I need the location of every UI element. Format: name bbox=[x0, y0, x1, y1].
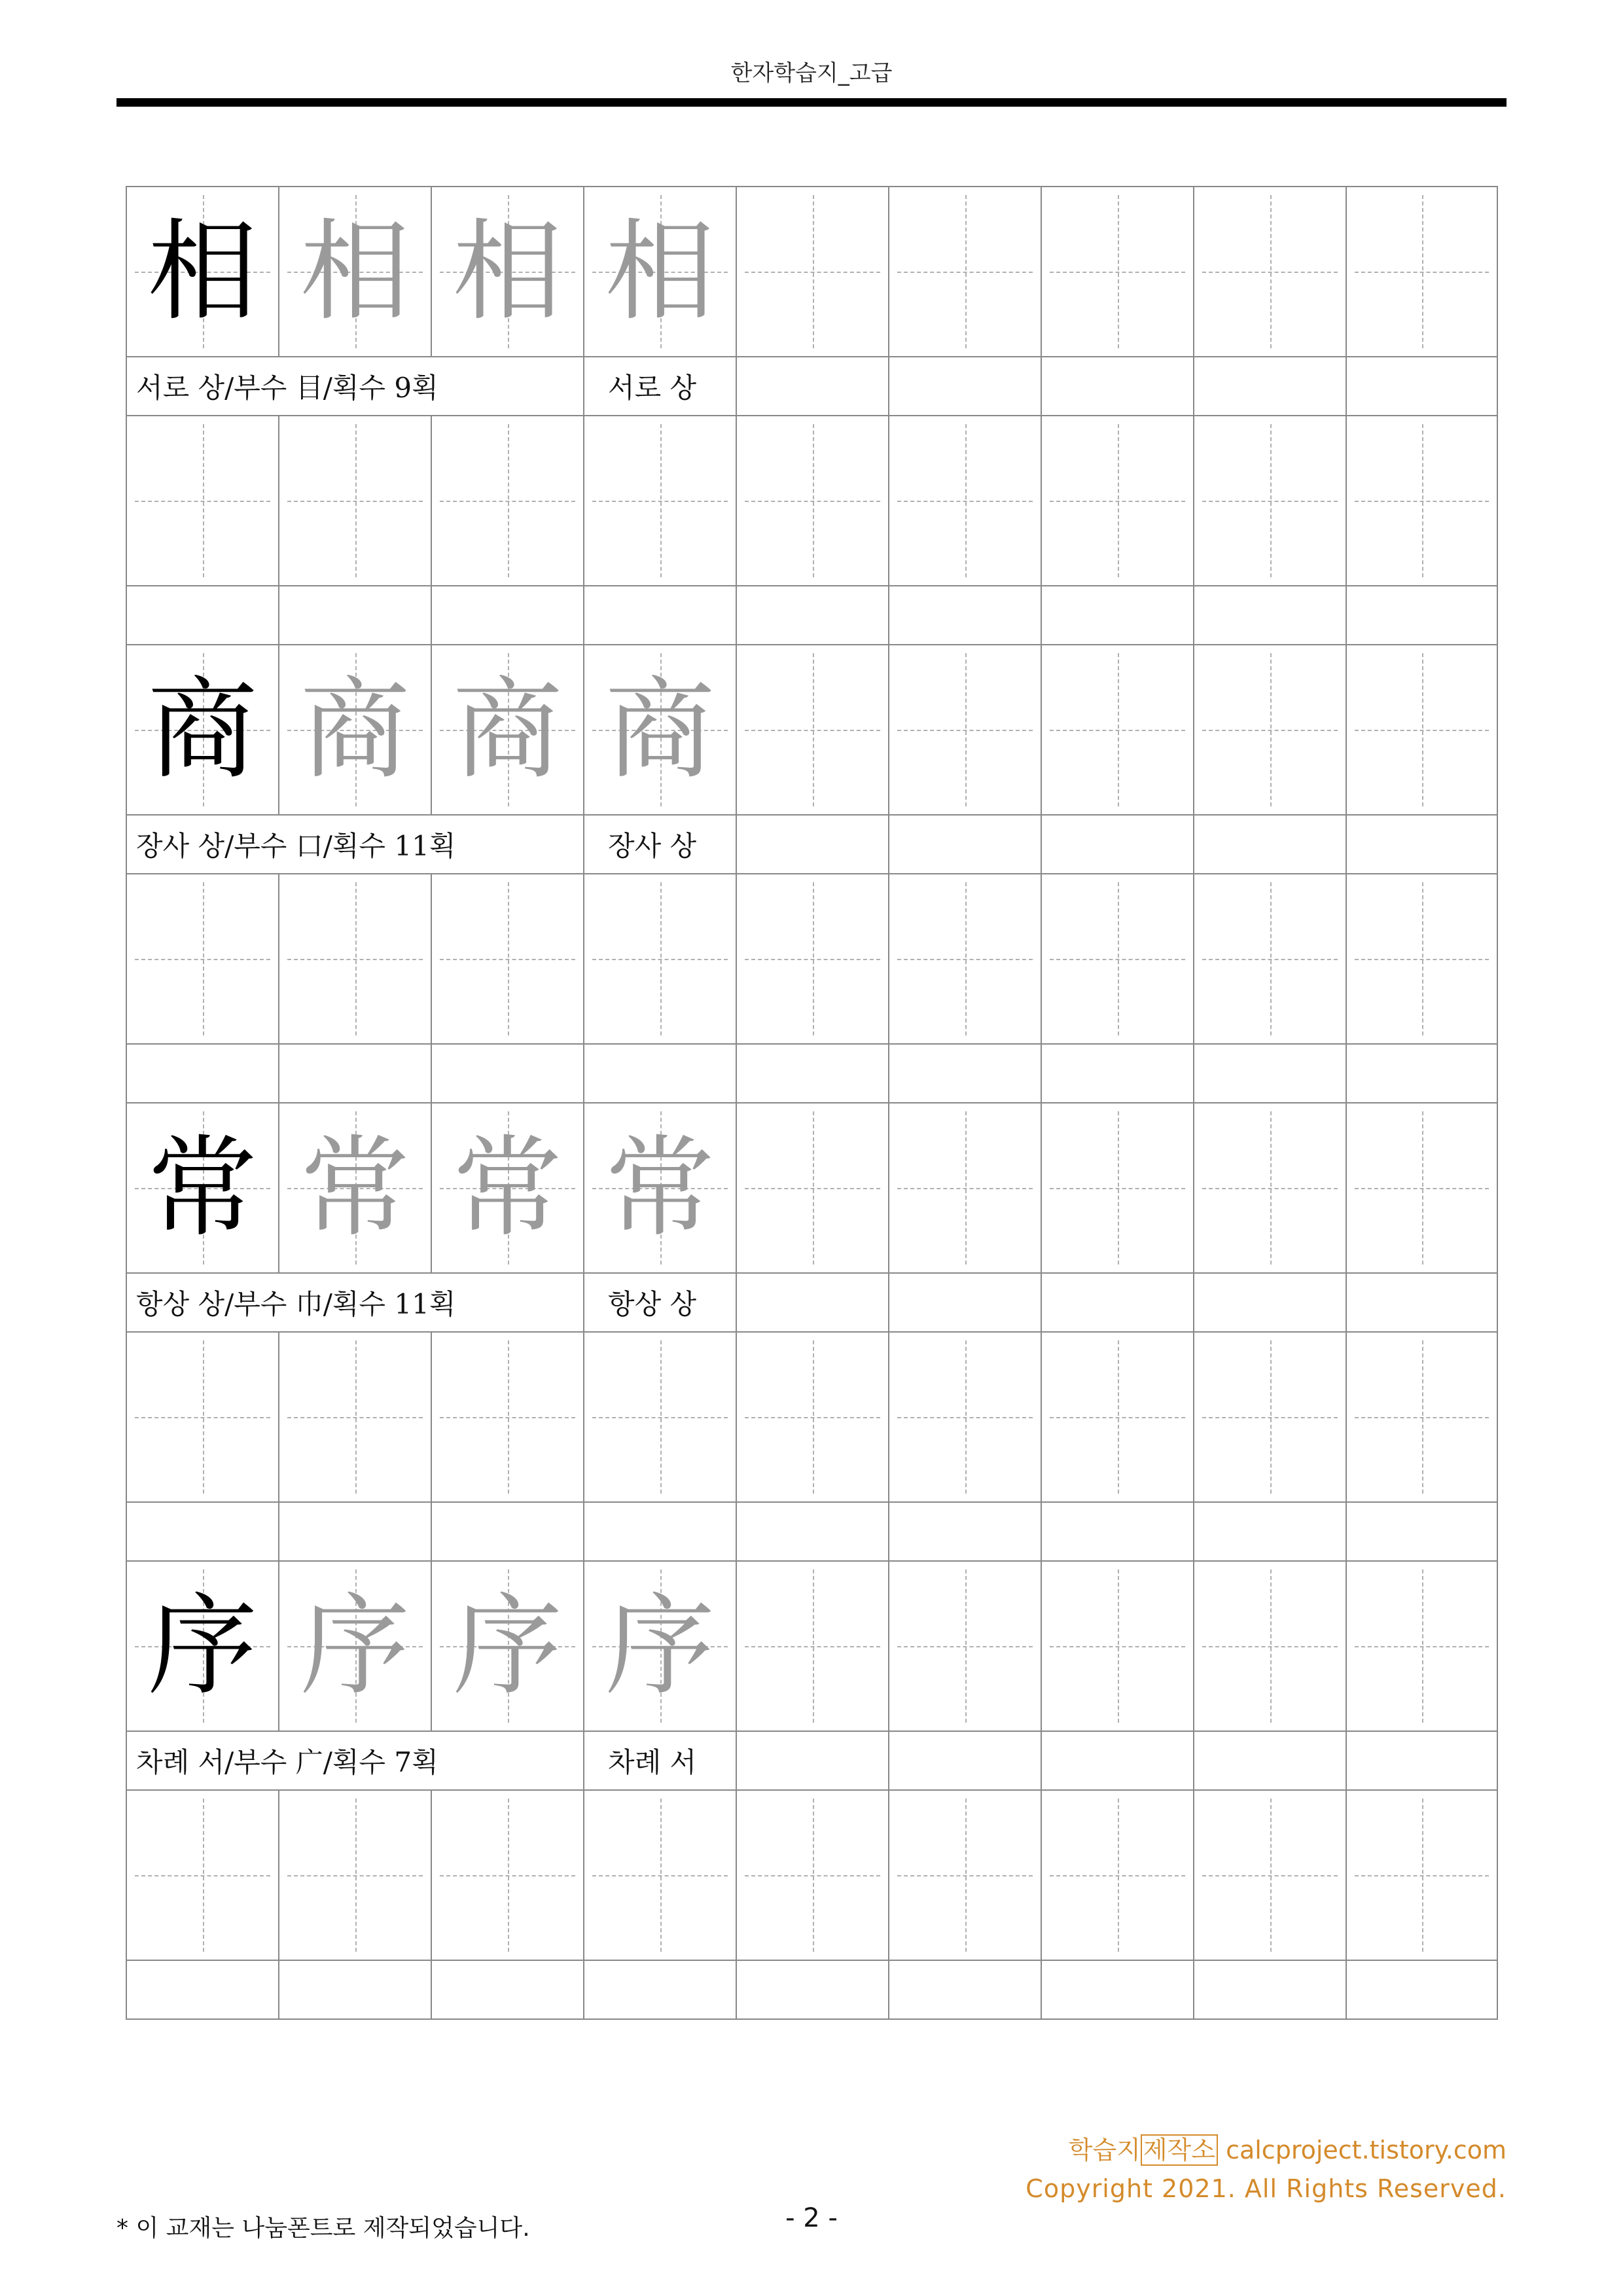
practice-cell bbox=[127, 1791, 279, 1961]
practice-cell bbox=[889, 1103, 1042, 1274]
blank-cell bbox=[432, 1045, 584, 1103]
hanja-info: 서로 상/부수 目/획수 9획 bbox=[136, 372, 438, 404]
practice-cell bbox=[889, 416, 1042, 586]
blank-cell bbox=[279, 586, 432, 645]
brand-name: 학습지 bbox=[1068, 2136, 1141, 2164]
blank-cell bbox=[889, 1732, 1042, 1791]
practice-cell bbox=[279, 1333, 432, 1503]
meaning-cell bbox=[584, 1732, 737, 1791]
trace-cell bbox=[584, 1103, 737, 1274]
practice-cell bbox=[1194, 645, 1347, 816]
model-hanja: 序 bbox=[147, 1582, 258, 1710]
blank-cell bbox=[1347, 1732, 1498, 1791]
blank-cell bbox=[1347, 586, 1498, 645]
blank-cell bbox=[737, 1503, 889, 1562]
hanja-meaning: 서로 상 bbox=[608, 372, 697, 404]
practice-cell bbox=[737, 1562, 889, 1732]
practice-cell bbox=[1194, 416, 1347, 586]
model-hanja: 商 bbox=[147, 666, 258, 794]
practice-cell bbox=[1042, 1562, 1194, 1732]
practice-cell bbox=[1042, 645, 1194, 816]
page-number: - 2 - bbox=[785, 2203, 838, 2233]
hanja-meaning: 장사 상 bbox=[608, 830, 697, 862]
blank-cell bbox=[889, 816, 1042, 874]
blank-cell bbox=[737, 357, 889, 416]
hanja-info: 장사 상/부수 口/획수 11획 bbox=[136, 830, 456, 862]
practice-row bbox=[127, 1103, 1498, 1274]
practice-cell bbox=[737, 187, 889, 357]
practice-cell bbox=[889, 645, 1042, 816]
copyright-text: Copyright 2021. All Rights Reserved. bbox=[1026, 2174, 1507, 2203]
practice-cell bbox=[1347, 1333, 1498, 1503]
practice-row-blank bbox=[127, 874, 1498, 1045]
practice-cell bbox=[1042, 1103, 1194, 1274]
practice-cell bbox=[1194, 874, 1347, 1045]
brand-line bbox=[1069, 2130, 1507, 2166]
practice-cell bbox=[737, 1103, 889, 1274]
trace-hanja: 相 bbox=[605, 207, 715, 336]
blank-row bbox=[127, 1961, 1498, 2020]
practice-cell bbox=[1042, 187, 1194, 357]
blank-cell bbox=[889, 586, 1042, 645]
info-cell bbox=[127, 816, 584, 874]
trace-hanja: 相 bbox=[452, 207, 563, 336]
trace-cell bbox=[584, 1562, 737, 1732]
practice-cell bbox=[432, 874, 584, 1045]
trace-hanja: 序 bbox=[605, 1582, 715, 1710]
model-cell bbox=[127, 1103, 279, 1274]
blank-cell bbox=[1194, 816, 1347, 874]
practice-grid bbox=[126, 186, 1498, 2020]
practice-row bbox=[127, 187, 1498, 357]
blank-cell bbox=[889, 357, 1042, 416]
practice-cell bbox=[1194, 187, 1347, 357]
trace-cell bbox=[432, 645, 584, 816]
trace-hanja: 商 bbox=[605, 666, 715, 794]
hanja-meaning: 항상 상 bbox=[608, 1288, 697, 1320]
practice-cell bbox=[889, 874, 1042, 1045]
blank-cell bbox=[1194, 357, 1347, 416]
practice-cell bbox=[432, 1333, 584, 1503]
practice-row-blank bbox=[127, 1333, 1498, 1503]
practice-cell bbox=[279, 416, 432, 586]
practice-cell bbox=[1347, 1562, 1498, 1732]
model-cell bbox=[127, 187, 279, 357]
blank-cell bbox=[1042, 586, 1194, 645]
blank-cell bbox=[1194, 1045, 1347, 1103]
blank-cell bbox=[1347, 1045, 1498, 1103]
model-hanja: 相 bbox=[147, 207, 258, 336]
practice-cell bbox=[1194, 1333, 1347, 1503]
practice-cell bbox=[889, 187, 1042, 357]
trace-hanja: 相 bbox=[300, 207, 410, 336]
blank-cell bbox=[1194, 1961, 1347, 2020]
blank-cell bbox=[737, 1045, 889, 1103]
blank-cell bbox=[737, 1961, 889, 2020]
blank-cell bbox=[1194, 1732, 1347, 1791]
practice-cell bbox=[279, 1791, 432, 1961]
practice-cell bbox=[1042, 1333, 1194, 1503]
blank-cell bbox=[127, 1503, 279, 1562]
trace-hanja: 商 bbox=[452, 666, 563, 794]
blank-cell bbox=[889, 1045, 1042, 1103]
meaning-cell bbox=[584, 1274, 737, 1333]
blank-cell bbox=[1042, 816, 1194, 874]
trace-cell bbox=[279, 645, 432, 816]
practice-cell bbox=[584, 1791, 737, 1961]
hanja-meaning: 차례 서 bbox=[608, 1746, 697, 1778]
practice-cell bbox=[1042, 874, 1194, 1045]
trace-hanja: 序 bbox=[452, 1582, 563, 1710]
blank-row bbox=[127, 586, 1498, 645]
trace-hanja: 常 bbox=[605, 1124, 715, 1252]
trace-cell bbox=[584, 187, 737, 357]
blank-cell bbox=[1042, 1732, 1194, 1791]
header-rule bbox=[116, 98, 1507, 107]
practice-cell bbox=[889, 1562, 1042, 1732]
practice-cell bbox=[584, 1333, 737, 1503]
info-cell bbox=[127, 1732, 584, 1791]
practice-cell bbox=[279, 874, 432, 1045]
blank-cell bbox=[1347, 1503, 1498, 1562]
model-cell bbox=[127, 645, 279, 816]
practice-cell bbox=[737, 416, 889, 586]
blank-cell bbox=[1347, 816, 1498, 874]
meaning-cell bbox=[584, 357, 737, 416]
trace-cell bbox=[432, 187, 584, 357]
trace-cell bbox=[279, 187, 432, 357]
practice-cell bbox=[1042, 416, 1194, 586]
blank-cell bbox=[432, 1961, 584, 2020]
blank-row bbox=[127, 1503, 1498, 1562]
trace-hanja: 商 bbox=[300, 666, 410, 794]
trace-cell bbox=[432, 1562, 584, 1732]
blank-cell bbox=[279, 1045, 432, 1103]
practice-cell bbox=[432, 416, 584, 586]
blank-cell bbox=[1194, 1274, 1347, 1333]
blank-cell bbox=[1347, 357, 1498, 416]
practice-cell bbox=[1194, 1103, 1347, 1274]
trace-cell bbox=[432, 1103, 584, 1274]
practice-row bbox=[127, 645, 1498, 816]
info-row bbox=[127, 816, 1498, 874]
practice-cell bbox=[584, 874, 737, 1045]
practice-cell bbox=[737, 874, 889, 1045]
blank-cell bbox=[1347, 1274, 1498, 1333]
blank-cell bbox=[279, 1503, 432, 1562]
info-row bbox=[127, 1732, 1498, 1791]
trace-cell bbox=[584, 645, 737, 816]
blank-cell bbox=[584, 1503, 737, 1562]
model-cell bbox=[127, 1562, 279, 1732]
practice-cell bbox=[584, 416, 737, 586]
trace-hanja: 常 bbox=[452, 1124, 563, 1252]
brand-boxed-name: 제작소 bbox=[1141, 2134, 1218, 2166]
practice-cell bbox=[737, 1791, 889, 1961]
practice-row-blank bbox=[127, 1791, 1498, 1961]
blank-cell bbox=[1347, 1961, 1498, 2020]
blank-cell bbox=[889, 1961, 1042, 2020]
blank-cell bbox=[1042, 357, 1194, 416]
practice-cell bbox=[127, 874, 279, 1045]
practice-cell bbox=[1347, 187, 1498, 357]
blank-cell bbox=[1194, 586, 1347, 645]
practice-cell bbox=[1042, 1791, 1194, 1961]
trace-hanja: 常 bbox=[300, 1124, 410, 1252]
trace-cell bbox=[279, 1103, 432, 1274]
practice-cell bbox=[1347, 1103, 1498, 1274]
blank-cell bbox=[1042, 1961, 1194, 2020]
practice-cell bbox=[737, 1333, 889, 1503]
blank-cell bbox=[737, 1274, 889, 1333]
blank-cell bbox=[737, 1732, 889, 1791]
blank-cell bbox=[1194, 1503, 1347, 1562]
practice-row-blank bbox=[127, 416, 1498, 586]
practice-cell bbox=[1347, 416, 1498, 586]
blank-cell bbox=[737, 586, 889, 645]
blank-cell bbox=[584, 1961, 737, 2020]
blank-cell bbox=[1042, 1503, 1194, 1562]
blank-cell bbox=[889, 1274, 1042, 1333]
blank-cell bbox=[127, 1045, 279, 1103]
practice-cell bbox=[1194, 1562, 1347, 1732]
model-hanja: 常 bbox=[147, 1124, 258, 1252]
blank-cell bbox=[737, 816, 889, 874]
practice-cell bbox=[889, 1333, 1042, 1503]
site-url: calcproject.tistory.com bbox=[1226, 2136, 1507, 2164]
blank-cell bbox=[889, 1503, 1042, 1562]
blank-row bbox=[127, 1045, 1498, 1103]
practice-cell bbox=[1194, 1791, 1347, 1961]
blank-cell bbox=[279, 1961, 432, 2020]
blank-cell bbox=[1042, 1274, 1194, 1333]
blank-cell bbox=[432, 1503, 584, 1562]
trace-cell bbox=[279, 1562, 432, 1732]
font-note: * 이 교재는 나눔폰트로 제작되었습니다. bbox=[116, 2215, 530, 2242]
practice-cell bbox=[432, 1791, 584, 1961]
hanja-info: 항상 상/부수 巾/획수 11획 bbox=[136, 1288, 456, 1320]
info-cell bbox=[127, 1274, 584, 1333]
info-row bbox=[127, 1274, 1498, 1333]
blank-cell bbox=[1042, 1045, 1194, 1103]
trace-hanja: 序 bbox=[300, 1582, 410, 1710]
practice-cell bbox=[1347, 645, 1498, 816]
blank-cell bbox=[584, 1045, 737, 1103]
practice-cell bbox=[1347, 874, 1498, 1045]
info-cell bbox=[127, 357, 584, 416]
header-title: 한자학습지_고급 bbox=[730, 60, 893, 86]
blank-cell bbox=[127, 586, 279, 645]
practice-cell bbox=[127, 416, 279, 586]
practice-cell bbox=[889, 1791, 1042, 1961]
blank-cell bbox=[432, 586, 584, 645]
practice-cell bbox=[127, 1333, 279, 1503]
practice-cell bbox=[737, 645, 889, 816]
blank-cell bbox=[584, 586, 737, 645]
meaning-cell bbox=[584, 816, 737, 874]
practice-cell bbox=[1347, 1791, 1498, 1961]
hanja-info: 차례 서/부수 广/획수 7획 bbox=[136, 1746, 438, 1778]
blank-cell bbox=[127, 1961, 279, 2020]
practice-row bbox=[127, 1562, 1498, 1732]
info-row bbox=[127, 357, 1498, 416]
